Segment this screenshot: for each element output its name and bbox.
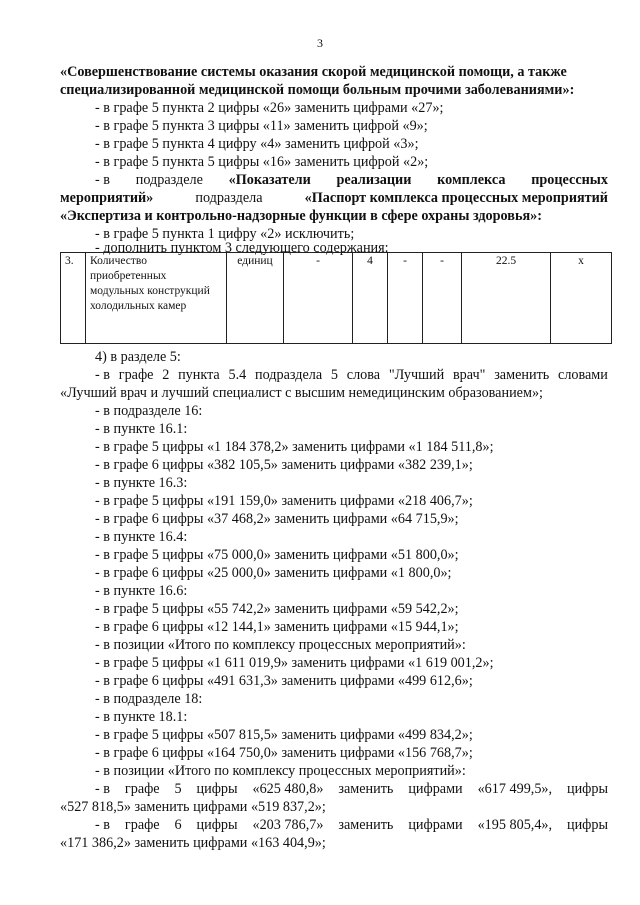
amend-line: - в графе 5 цифры «75 000,0» заменить цифрами «51 800,0»; <box>95 547 459 563</box>
amend-line: - в подразделе 18: <box>95 691 203 707</box>
amend-line: - в позиции «Итого по комплексу процессных мероприятий»: <box>95 763 466 779</box>
table-cell: единиц <box>227 253 284 344</box>
table-cell: - <box>423 253 462 344</box>
table-cell: 4 <box>353 253 388 344</box>
amend-line: - в пункте 18.1: <box>95 709 188 725</box>
table-cell: 3. <box>61 253 86 344</box>
subsection-line-1: - в подразделе «Показатели реализации комплекса процессных <box>95 172 608 188</box>
amend-line: - в графе 6 цифры «491 631,3» заменить цифрами «499 612,6»; <box>95 673 473 689</box>
amend-line: - в графе 6 цифры «382 105,5» заменить цифрами «382 239,1»; <box>95 457 473 473</box>
table-cell: 22.5 <box>462 253 551 344</box>
added-item-table <box>60 252 612 344</box>
heading-line-2: специализированной медицинской помощи больным прочими заболеваниями»: <box>60 82 575 98</box>
amend-line: - в пункте 16.6: <box>95 583 188 599</box>
amend-line: - в подразделе 16: <box>95 403 203 419</box>
table-row <box>61 253 612 344</box>
final-line-2: - в графе 6 цифры «203 786,7» заменить цифрами «195 805,4», цифры <box>95 817 608 833</box>
final-line-2b: «171 386,2» заменить цифрами «163 404,9»; <box>60 835 326 851</box>
subsection-line-3: «Экспертиза и контрольно-надзорные функции в сфере охраны здоровья»: <box>60 208 542 224</box>
amend-line: - в графе 5 цифры «55 742,2» заменить цифрами «59 542,2»; <box>95 601 459 617</box>
amend-line: - в графе 5 цифры «1 611 019,9» заменить цифрами «1 619 001,2»; <box>95 655 494 671</box>
section-5-heading: 4) в разделе 5: <box>95 349 181 365</box>
amend-line: - в графе 5 цифры «507 815,5» заменить цифрами «499 834,2»; <box>95 727 473 743</box>
page-number: 3 <box>317 36 323 50</box>
amend-line: - в графе 5 цифры «191 159,0» заменить цифрами «218 406,7»; <box>95 493 473 509</box>
amend-line: - дополнить пунктом 3 следующего содержания: <box>95 240 389 256</box>
amend-line: - в графе 5 пункта 3 цифры «11» заменить цифрой «9»; <box>95 118 428 134</box>
amend-line: - в пункте 16.4: <box>95 529 188 545</box>
amend-line: - в графе 5 пункта 4 цифру «4» заменить цифрой «3»; <box>95 136 419 152</box>
amend-line: - в графе 5 цифры «1 184 378,2» заменить цифрами «1 184 511,8»; <box>95 439 494 455</box>
section-5-line-2: «Лучший врач и лучший специалист с высшим немедицинским образованием»; <box>60 385 543 401</box>
table-cell: - <box>284 253 353 344</box>
subsection-line-2: мероприятий» подраздела «Паспорт комплекса процессных мероприятий <box>60 190 608 206</box>
amend-line: - в графе 6 цифры «12 144,1» заменить цифрами «15 944,1»; <box>95 619 459 635</box>
final-line-1: - в графе 5 цифры «625 480,8» заменить цифрами «617 499,5», цифры <box>95 781 608 797</box>
table-cell: x <box>551 253 612 344</box>
amend-line: - в графе 5 пункта 5 цифры «16» заменить цифрой «2»; <box>95 154 429 170</box>
amend-line: - в позиции «Итого по комплексу процессных мероприятий»: <box>95 637 466 653</box>
amend-line: - в графе 6 цифры «25 000,0» заменить цифрами «1 800,0»; <box>95 565 452 581</box>
amend-line: - в графе 5 пункта 1 цифру «2» исключить; <box>95 226 355 242</box>
amend-line: - в пункте 16.1: <box>95 421 188 437</box>
amend-line: - в графе 6 цифры «164 750,0» заменить цифрами «156 768,7»; <box>95 745 473 761</box>
amend-line: - в пункте 16.3: <box>95 475 188 491</box>
table-cell: Количество приобретенных модульных конструкций холодильных камер <box>86 253 227 344</box>
heading-line-1: «Совершенствование системы оказания скорой медицинской помощи, а также <box>60 64 567 80</box>
final-line-1b: «527 818,5» заменить цифрами «519 837,2»; <box>60 799 326 815</box>
amend-line: - в графе 5 пункта 2 цифры «26» заменить цифрами «27»; <box>95 100 444 116</box>
table-cell: - <box>388 253 423 344</box>
amend-line: - в графе 6 цифры «37 468,2» заменить цифрами «64 715,9»; <box>95 511 459 527</box>
section-5-line-1: - в графе 2 пункта 5.4 подраздела 5 слова "Лучший врач" заменить словами <box>95 367 608 383</box>
